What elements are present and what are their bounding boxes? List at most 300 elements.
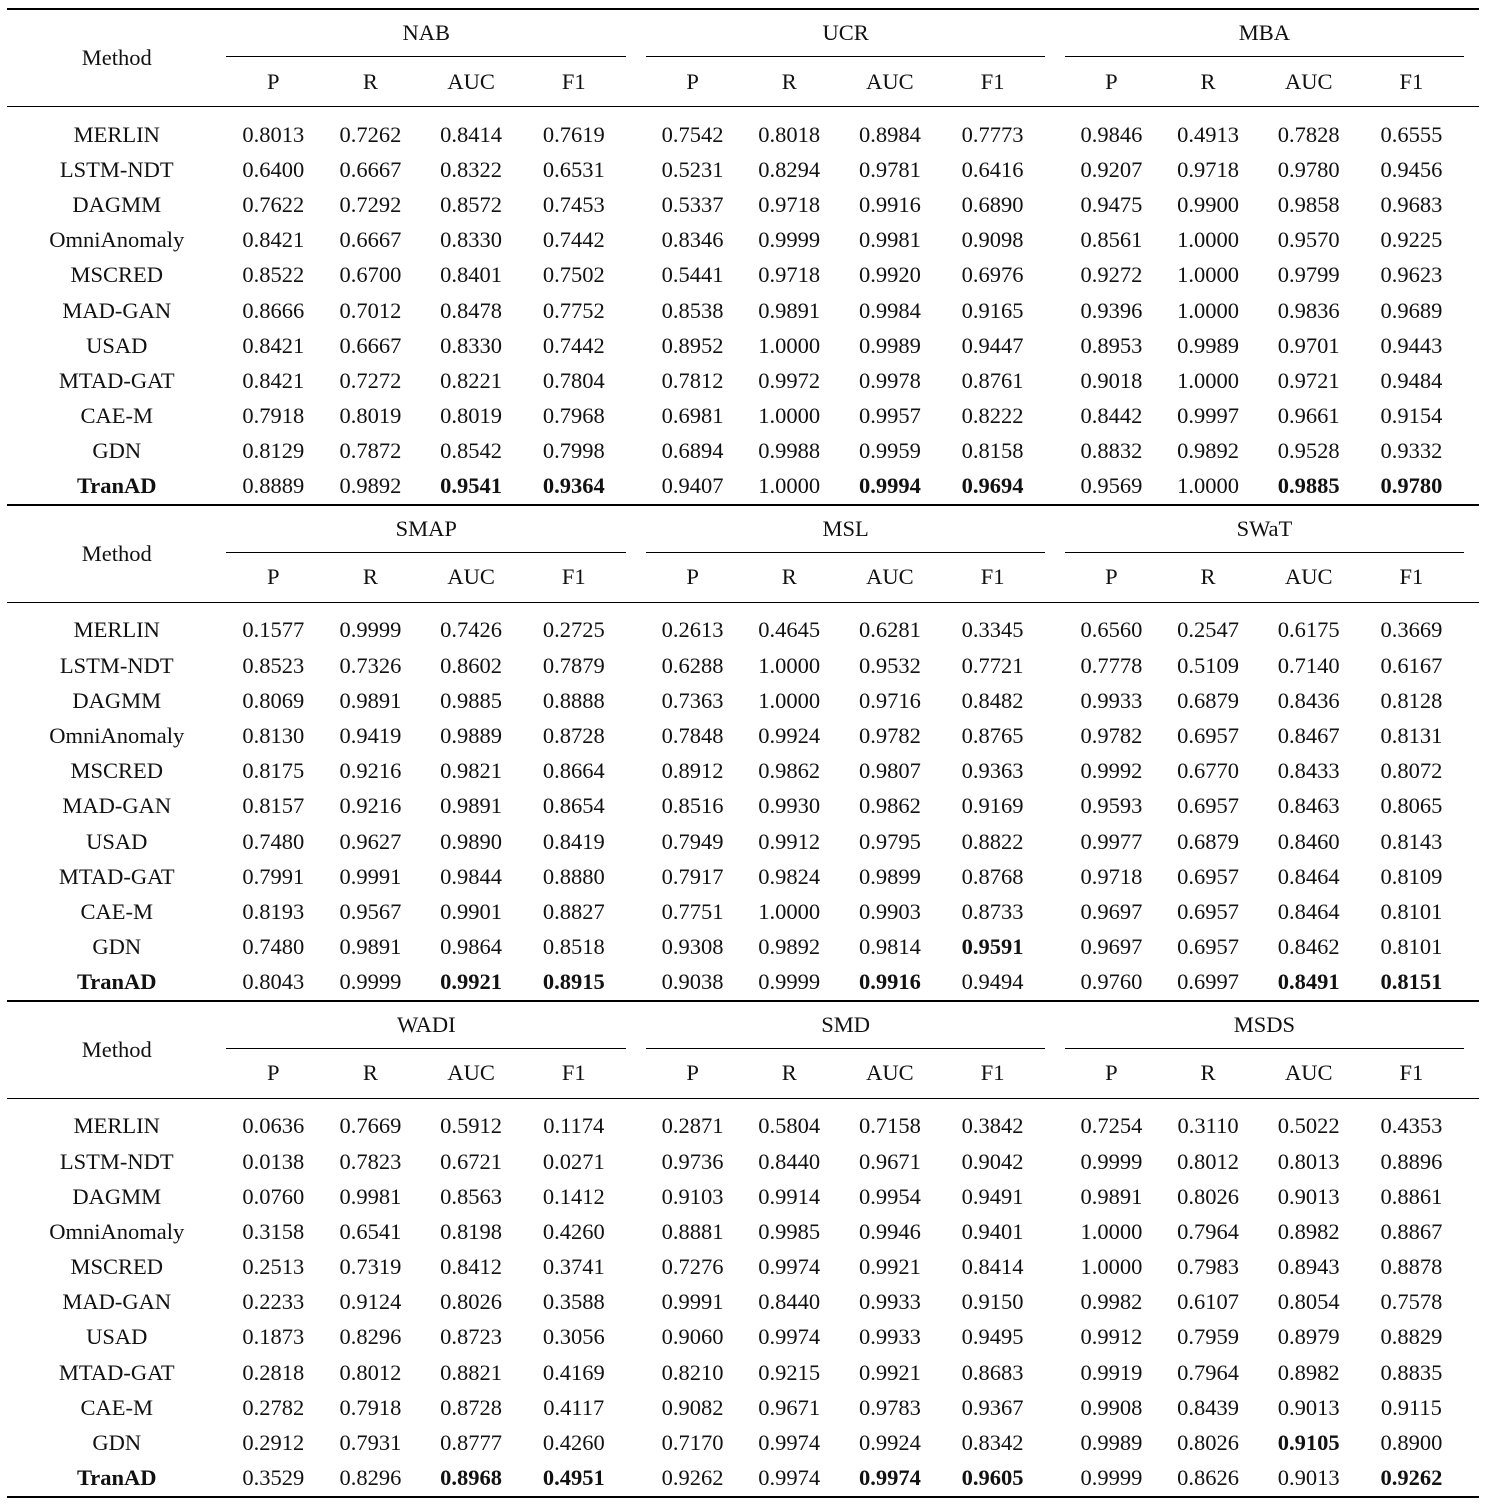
score-cell: 0.8054	[1277, 1289, 1340, 1315]
score-cell: 0.6721	[440, 1148, 503, 1174]
metric-header: R	[320, 1048, 421, 1098]
spacer	[1464, 1144, 1479, 1179]
table-row	[7, 258, 1479, 293]
metric-header: AUC	[1258, 57, 1359, 107]
score-cell: 0.9957	[858, 403, 921, 429]
score-cell: 0.8827	[542, 898, 605, 924]
score-cell: 0.8128	[1380, 687, 1443, 713]
score-cell: 0.7442	[542, 227, 605, 253]
score-cell: 0.8198	[440, 1218, 503, 1244]
metric-header: AUC	[840, 1048, 941, 1098]
method-name: LSTM-NDT	[59, 652, 174, 678]
score-cell: 0.7426	[440, 617, 503, 643]
score-cell: 0.9683	[1380, 191, 1443, 217]
spacer	[1045, 789, 1065, 824]
score-cell: 0.9098	[961, 227, 1024, 253]
score-cell: 0.9892	[758, 934, 821, 960]
spacer	[626, 1048, 646, 1098]
metric-header-row	[7, 552, 1479, 602]
score-cell: 0.9991	[661, 1289, 724, 1315]
score-cell: 0.9671	[758, 1394, 821, 1420]
score-cell: 0.8151	[1380, 969, 1443, 995]
method-name: DAGMM	[72, 1183, 162, 1209]
score-cell: 0.9721	[1277, 367, 1340, 393]
spacer	[626, 223, 646, 258]
score-cell: 0.9718	[1177, 156, 1239, 182]
score-cell: 0.9999	[758, 969, 821, 995]
score-cell: 0.7773	[961, 121, 1024, 147]
spacer	[626, 965, 646, 1001]
score-cell: 0.8654	[542, 793, 605, 819]
score-cell: 0.9999	[339, 617, 402, 643]
score-cell: 0.7158	[858, 1113, 921, 1139]
score-cell: 0.8538	[661, 297, 724, 323]
score-cell: 0.9701	[1277, 332, 1340, 358]
spacer	[1464, 258, 1479, 293]
score-cell: 0.8131	[1380, 723, 1443, 749]
score-cell: 0.9082	[661, 1394, 724, 1420]
method-header: Method	[7, 9, 226, 107]
score-cell: 0.9038	[661, 969, 724, 995]
score-cell: 0.7998	[542, 438, 605, 464]
score-cell: 0.9591	[961, 934, 1024, 960]
score-cell: 0.7170	[661, 1430, 724, 1456]
spacer	[1464, 469, 1479, 505]
score-cell: 0.9992	[1080, 758, 1143, 784]
spacer	[1045, 1320, 1065, 1355]
table-row	[7, 965, 1479, 1001]
spacer	[626, 1390, 646, 1425]
score-cell: 0.6957	[1177, 934, 1239, 960]
score-cell: 0.9060	[661, 1324, 724, 1350]
spacer	[626, 57, 646, 107]
score-cell: 0.9977	[1080, 828, 1143, 854]
score-cell: 1.0000	[758, 898, 821, 924]
method-name: GDN	[92, 1430, 142, 1456]
metric-header: P	[646, 57, 739, 107]
metric-header: P	[646, 552, 739, 602]
score-cell: 0.8346	[661, 227, 724, 253]
score-cell: 0.9885	[1277, 473, 1340, 499]
score-cell: 0.9858	[1277, 191, 1340, 217]
score-cell: 0.5109	[1177, 652, 1239, 678]
spacer	[1464, 894, 1479, 929]
score-cell: 0.7964	[1177, 1359, 1239, 1385]
table-row	[7, 894, 1479, 929]
spacer	[1045, 187, 1065, 222]
spacer	[1045, 754, 1065, 789]
score-cell: 0.9491	[961, 1183, 1024, 1209]
metric-header: AUC	[1258, 1048, 1359, 1098]
method-name: MAD-GAN	[62, 297, 172, 323]
score-cell: 0.8101	[1380, 898, 1443, 924]
score-cell: 0.8414	[961, 1254, 1024, 1280]
score-cell: 0.9930	[758, 793, 821, 819]
score-cell: 0.9671	[858, 1148, 921, 1174]
spacer	[626, 1214, 646, 1249]
score-cell: 0.2513	[242, 1254, 305, 1280]
score-cell: 0.8723	[440, 1324, 503, 1350]
score-cell: 0.7804	[542, 367, 605, 393]
score-cell: 0.8561	[1080, 227, 1143, 253]
score-cell: 1.0000	[1080, 1218, 1143, 1244]
score-cell: 0.5231	[661, 156, 724, 182]
spacer	[1464, 1179, 1479, 1214]
spacer	[626, 1098, 646, 1144]
spacer	[626, 1320, 646, 1355]
score-cell: 0.9921	[440, 969, 503, 995]
metric-header-row	[7, 1048, 1479, 1098]
table-row	[7, 187, 1479, 222]
score-cell: 0.9363	[961, 758, 1024, 784]
dataset-name: SMD	[646, 1001, 1045, 1049]
spacer	[626, 328, 646, 363]
score-cell: 0.7502	[542, 262, 605, 288]
spacer	[1464, 1214, 1479, 1249]
score-cell: 0.8683	[961, 1359, 1024, 1385]
method-name: MERLIN	[73, 1113, 160, 1139]
table-row	[7, 1390, 1479, 1425]
score-cell: 0.9885	[440, 687, 503, 713]
score-cell: 0.9216	[339, 793, 402, 819]
score-cell: 0.9892	[339, 473, 402, 499]
score-cell: 0.9013	[1277, 1394, 1340, 1420]
score-cell: 0.8984	[858, 121, 921, 147]
spacer	[1464, 965, 1479, 1001]
score-cell: 0.7262	[339, 121, 402, 147]
score-cell: 1.0000	[758, 403, 821, 429]
spacer	[1045, 1250, 1065, 1285]
score-cell: 0.8777	[440, 1430, 503, 1456]
score-cell: 0.9716	[858, 687, 921, 713]
score-cell: 0.8294	[758, 156, 821, 182]
score-cell: 0.9697	[1080, 934, 1143, 960]
score-cell: 0.9916	[858, 191, 921, 217]
score-cell: 0.8026	[1177, 1183, 1239, 1209]
spacer	[1464, 718, 1479, 753]
score-cell: 0.3110	[1177, 1113, 1239, 1139]
table-row	[7, 469, 1479, 505]
metric-header: F1	[940, 552, 1045, 602]
metric-header: F1	[521, 1048, 626, 1098]
spacer	[1464, 9, 1479, 57]
score-cell: 0.7721	[961, 652, 1024, 678]
score-cell: 1.0000	[1177, 227, 1239, 253]
score-cell: 0.4913	[1177, 121, 1239, 147]
score-cell: 0.8109	[1380, 863, 1443, 889]
score-cell: 0.9974	[758, 1254, 821, 1280]
score-cell: 0.9974	[758, 1324, 821, 1350]
score-cell: 0.2871	[661, 1113, 724, 1139]
score-cell: 0.8765	[961, 723, 1024, 749]
score-cell: 0.9933	[858, 1289, 921, 1315]
score-cell: 0.3056	[542, 1324, 605, 1350]
spacer	[1464, 187, 1479, 222]
spacer	[1045, 1098, 1065, 1144]
spacer	[1464, 824, 1479, 859]
score-cell: 0.8129	[242, 438, 305, 464]
method-name: CAE-M	[80, 898, 153, 924]
metric-header-row	[7, 57, 1479, 107]
score-cell: 0.8419	[542, 828, 605, 854]
table-row	[7, 718, 1479, 753]
spacer	[1464, 434, 1479, 469]
score-cell: 0.9974	[739, 1461, 840, 1497]
spacer	[626, 363, 646, 398]
score-cell: 0.6976	[961, 262, 1024, 288]
score-cell: 0.9814	[858, 934, 921, 960]
table-row	[7, 399, 1479, 434]
score-cell: 0.7812	[661, 367, 724, 393]
score-cell: 0.6957	[1177, 863, 1239, 889]
spacer	[1464, 328, 1479, 363]
score-cell: 0.1412	[542, 1183, 605, 1209]
score-cell: 0.9981	[858, 227, 921, 253]
score-cell: 0.9954	[858, 1183, 921, 1209]
table-row	[7, 754, 1479, 789]
spacer	[626, 1461, 646, 1497]
score-cell: 0.9780	[1277, 156, 1340, 182]
spacer	[1045, 824, 1065, 859]
score-cell: 0.8433	[1277, 758, 1340, 784]
dataset-header-row	[7, 9, 1479, 57]
score-cell: 0.9901	[440, 898, 503, 924]
spacer	[626, 1250, 646, 1285]
score-cell: 0.9795	[858, 828, 921, 854]
spacer	[626, 469, 646, 505]
table-row	[7, 648, 1479, 683]
method-name: DAGMM	[72, 191, 162, 217]
score-cell: 0.7619	[542, 121, 605, 147]
score-cell: 0.9216	[339, 758, 402, 784]
score-cell: 0.4260	[542, 1430, 605, 1456]
score-cell: 0.8401	[440, 262, 503, 288]
score-cell: 1.0000	[1177, 262, 1239, 288]
spacer	[1045, 434, 1065, 469]
score-cell: 0.7751	[661, 898, 724, 924]
score-cell: 0.9364	[542, 473, 605, 499]
score-cell: 0.6416	[961, 156, 1024, 182]
score-cell: 0.8478	[440, 297, 503, 323]
method-name: MSCRED	[70, 262, 163, 288]
score-cell: 0.8440	[758, 1148, 821, 1174]
spacer	[1464, 1048, 1479, 1098]
metric-header: AUC	[421, 552, 522, 602]
score-cell: 0.8979	[1277, 1324, 1340, 1350]
score-cell: 0.9605	[940, 1461, 1045, 1497]
score-cell: 0.8523	[242, 652, 305, 678]
spacer	[1464, 1425, 1479, 1460]
score-cell: 0.4260	[542, 1218, 605, 1244]
score-cell: 0.9807	[858, 758, 921, 784]
score-cell: 0.6957	[1177, 723, 1239, 749]
score-cell: 0.8464	[1277, 898, 1340, 924]
score-cell: 0.9821	[440, 758, 503, 784]
table-row	[7, 1425, 1479, 1460]
score-cell: 0.7991	[242, 863, 305, 889]
table-row	[7, 930, 1479, 965]
score-cell: 0.6667	[339, 156, 402, 182]
score-cell: 0.9042	[961, 1148, 1024, 1174]
table-row	[7, 859, 1479, 894]
score-cell: 0.9989	[858, 332, 921, 358]
score-cell: 0.9623	[1380, 262, 1443, 288]
spacer	[1045, 859, 1065, 894]
score-cell: 0.0636	[242, 1113, 305, 1139]
score-cell: 0.8072	[1380, 758, 1443, 784]
score-cell: 0.8222	[961, 403, 1024, 429]
score-cell: 0.7442	[542, 332, 605, 358]
score-cell: 0.6879	[1177, 687, 1239, 713]
score-cell: 0.8896	[1380, 1148, 1443, 1174]
score-cell: 0.9994	[858, 473, 921, 499]
score-cell: 0.9997	[1177, 403, 1239, 429]
score-cell: 0.9124	[339, 1289, 402, 1315]
score-cell: 0.7480	[242, 828, 305, 854]
method-name: MAD-GAN	[62, 1289, 172, 1315]
score-cell: 0.7959	[1177, 1324, 1239, 1350]
score-cell: 0.9933	[858, 1324, 921, 1350]
score-cell: 0.9974	[758, 1430, 821, 1456]
method-name: MTAD-GAT	[58, 367, 175, 393]
spacer	[1045, 602, 1065, 648]
score-cell: 0.8065	[1380, 793, 1443, 819]
score-cell: 0.9912	[1080, 1324, 1143, 1350]
score-cell: 1.0000	[758, 473, 821, 499]
score-cell: 0.8158	[961, 438, 1024, 464]
score-cell: 0.7931	[339, 1430, 402, 1456]
spacer	[1045, 293, 1065, 328]
score-cell: 0.9891	[1080, 1183, 1143, 1209]
score-cell: 0.9978	[858, 367, 921, 393]
score-cell: 0.7669	[339, 1113, 402, 1139]
score-cell: 0.8436	[1277, 687, 1340, 713]
score-cell: 0.8012	[1177, 1148, 1239, 1174]
score-cell: 0.9799	[1277, 262, 1340, 288]
score-cell: 0.9105	[1277, 1430, 1340, 1456]
score-cell: 0.9921	[858, 1359, 921, 1385]
score-cell: 0.8440	[758, 1289, 821, 1315]
score-cell: 0.8482	[961, 687, 1024, 713]
method-name: TranAD	[76, 969, 157, 995]
score-cell: 0.9484	[1380, 367, 1443, 393]
score-cell: 0.9154	[1380, 403, 1443, 429]
method-name: DAGMM	[72, 687, 162, 713]
score-cell: 0.9783	[858, 1394, 921, 1420]
table-row	[7, 1355, 1479, 1390]
score-cell: 0.9824	[758, 863, 821, 889]
method-name: CAE-M	[80, 403, 153, 429]
score-cell: 0.8463	[1277, 793, 1340, 819]
score-cell: 0.6879	[1177, 828, 1239, 854]
score-cell: 0.8491	[1277, 969, 1340, 995]
score-cell: 0.8881	[661, 1218, 724, 1244]
score-cell: 0.3158	[242, 1218, 305, 1244]
spacer	[1464, 107, 1479, 153]
score-cell: 1.0000	[758, 687, 821, 713]
table-row	[7, 1144, 1479, 1179]
score-cell: 0.7879	[542, 652, 605, 678]
score-cell: 0.8867	[1380, 1218, 1443, 1244]
score-cell: 0.9494	[961, 969, 1024, 995]
spacer	[626, 648, 646, 683]
score-cell: 0.9999	[339, 969, 402, 995]
spacer	[1464, 1320, 1479, 1355]
table-row	[7, 1250, 1479, 1285]
spacer	[1045, 718, 1065, 753]
score-cell: 0.9169	[961, 793, 1024, 819]
score-cell: 0.8522	[242, 262, 305, 288]
metric-header: F1	[1359, 552, 1464, 602]
score-cell: 0.9018	[1080, 367, 1143, 393]
score-cell: 0.8572	[440, 191, 503, 217]
score-cell: 0.6667	[339, 332, 402, 358]
score-cell: 0.9999	[1065, 1461, 1158, 1497]
score-cell: 0.9982	[1080, 1289, 1143, 1315]
score-cell: 0.8412	[440, 1254, 503, 1280]
spacer	[1045, 894, 1065, 929]
spacer	[1045, 965, 1065, 1001]
score-cell: 0.8296	[320, 1461, 421, 1497]
spacer	[626, 434, 646, 469]
score-cell: 0.9914	[758, 1183, 821, 1209]
score-cell: 0.9569	[1080, 473, 1143, 499]
score-cell: 0.5912	[440, 1113, 503, 1139]
score-cell: 0.9495	[961, 1324, 1024, 1350]
dataset-header-row	[7, 1001, 1479, 1049]
score-cell: 0.8018	[758, 121, 821, 147]
score-cell: 0.7272	[339, 367, 402, 393]
metric-header: R	[320, 57, 421, 107]
score-cell: 0.9593	[1080, 793, 1143, 819]
score-cell: 1.0000	[758, 332, 821, 358]
metric-header: P	[646, 1048, 739, 1098]
spacer	[626, 1179, 646, 1214]
score-cell: 0.9989	[1080, 1430, 1143, 1456]
score-cell: 0.7964	[1177, 1218, 1239, 1244]
score-cell: 0.7292	[339, 191, 402, 217]
score-cell: 0.8101	[1380, 934, 1443, 960]
score-cell: 0.9262	[646, 1461, 739, 1497]
method-name: OmniAnomaly	[49, 723, 185, 749]
spacer	[1045, 152, 1065, 187]
score-cell: 0.8822	[961, 828, 1024, 854]
score-cell: 0.6175	[1277, 617, 1340, 643]
score-cell: 0.9013	[1277, 1183, 1340, 1209]
score-cell: 0.9150	[961, 1289, 1024, 1315]
spacer	[626, 1001, 646, 1049]
score-cell: 0.3345	[961, 617, 1024, 643]
score-cell: 0.8013	[1277, 1148, 1340, 1174]
score-cell: 0.5804	[758, 1113, 821, 1139]
score-cell: 0.9443	[1380, 332, 1443, 358]
spacer	[1464, 789, 1479, 824]
score-cell: 0.9899	[858, 863, 921, 889]
score-cell: 0.8296	[339, 1324, 402, 1350]
method-name: GDN	[92, 438, 142, 464]
score-cell: 0.8953	[1080, 332, 1143, 358]
spacer	[1464, 152, 1479, 187]
score-cell: 0.9892	[1177, 438, 1239, 464]
spacer	[626, 1425, 646, 1460]
score-cell: 0.8421	[242, 367, 305, 393]
score-cell: 0.9475	[1080, 191, 1143, 217]
method-name: OmniAnomaly	[49, 1218, 185, 1244]
score-cell: 0.6555	[1380, 121, 1443, 147]
spacer	[1045, 552, 1065, 602]
spacer	[626, 894, 646, 929]
score-cell: 0.9846	[1080, 121, 1143, 147]
